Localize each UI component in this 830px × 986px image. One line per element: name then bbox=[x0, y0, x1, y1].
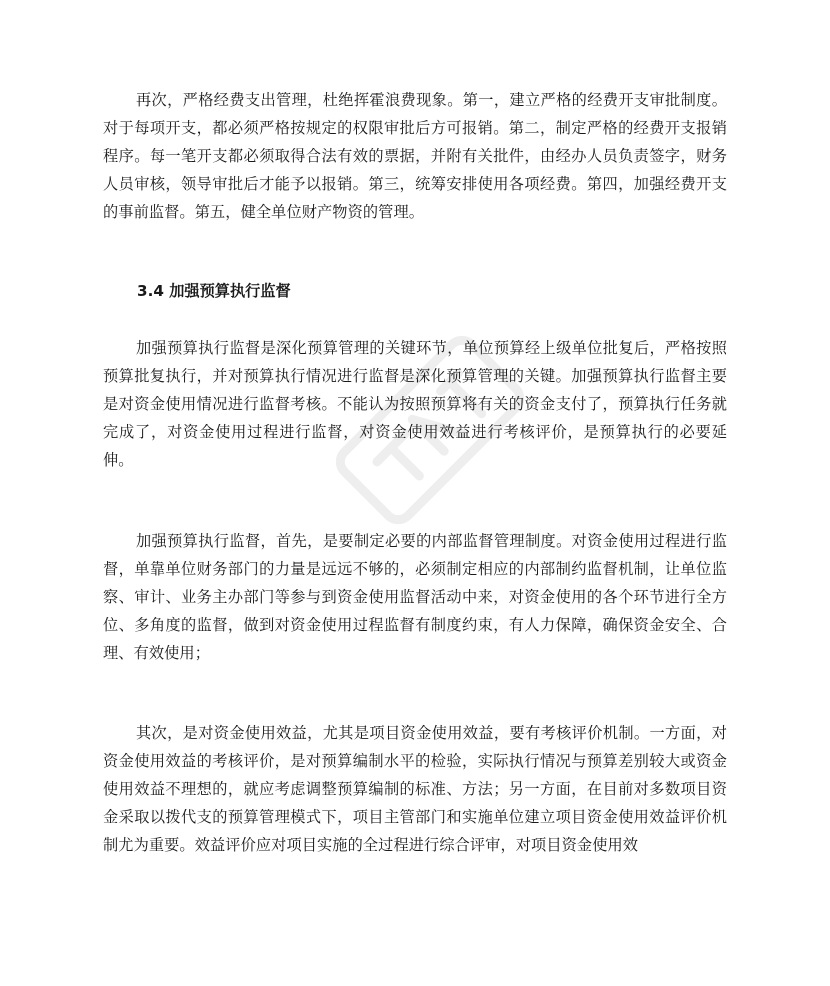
body-paragraph-budget-supervision: 加强预算执行监督是深化预算管理的关键环节，单位预算经上级单位批复后，严格按照预算批复执行，并对预算执行情况进行监督是深化预算管理的关键。加强预算执行监督主要是对资金使用情况进行监督考核。不能认为按照预算将有关的资金支付了，预算执行任务就完成了，对资金使用过程进行监督，对资金使用效益进行考核评价，是预算执行的必要延伸。 bbox=[103, 339, 727, 469]
body-paragraph-internal-supervision: 加强预算执行监督，首先，是要制定必要的内部监督管理制度。对资金使用过程进行监督，单靠单位财务部门的力量是远远不够的，必须制定相应的内部制约监督机制，让单位监察、审计、业务主办部门等参与到资金使用监督活动中来，对资金使用的各个环节进行全方位、多角度的监督，做到对资金使用过程监督有制度约束，有人力保障，确保资金安全、合理、有效使用； bbox=[103, 532, 727, 662]
body-paragraph-expenditure-management: 再次，严格经费支出管理，杜绝挥霍浪费现象。第一，建立严格的经费开支审批制度。对于每项开支，都必须严格按规定的权限审批后方可报销。第二，制定严格的经费开支报销程序。每一笔开支都必须取得合法有效的票据，并附有关批件，由经办人员负责签字，财务人员审核，领导审批后才能予以报销。第三，统筹安排使用各项经费。第四，加强经费开支的事前监督。第五，健全单位财产物资的管理。 bbox=[103, 91, 727, 221]
section-heading: 3.4 加强预算执行监督 bbox=[137, 282, 291, 300]
body-paragraph-benefit-evaluation: 其次，是对资金使用效益，尤其是项目资金使用效益，要有考核评价机制。一方面，对资金使用效益的考核评价，是对预算编制水平的检验，实际执行情况与预算差别较大或资金使用效益不理想的，就应考虑调整预算编制的标准、方法；另一方面，在目前对多数项目资金采取以拨代支的预算管理模式下，项目主管部门和实施单位建立项目资金使用效益评价机制尤为重要。效益评价应对项目实施的全过程进行综合评审，对项目资金使用效 bbox=[103, 724, 727, 854]
